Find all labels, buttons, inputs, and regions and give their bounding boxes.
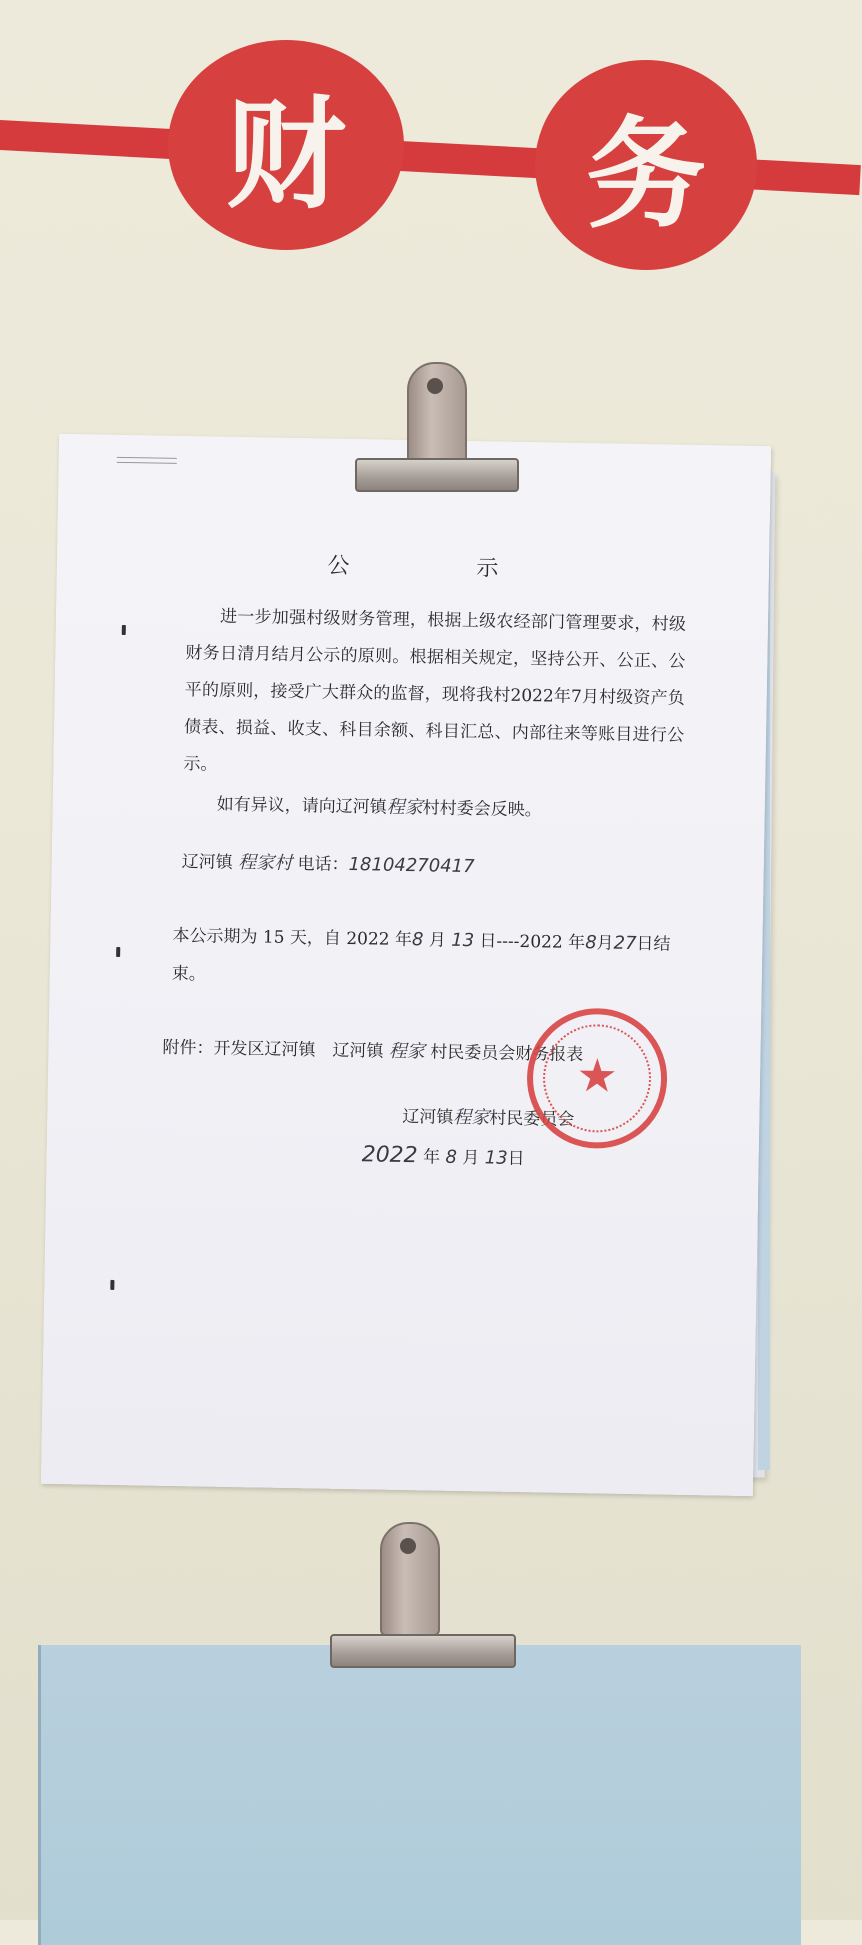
handwritten-phone: 18104270417: [348, 853, 475, 878]
handwritten-village: 程家: [388, 1040, 426, 1063]
handwritten-village: 程家村: [237, 852, 293, 874]
period-line-end: 束。: [171, 963, 206, 985]
clip-hole: [427, 378, 443, 394]
handwritten-day: 13: [484, 1147, 508, 1169]
period-text: 日结: [636, 934, 671, 955]
phone-label: 电话：: [297, 854, 349, 875]
clip-jaw: [355, 458, 519, 492]
period-text: 月: [428, 930, 446, 951]
contact-line: [182, 847, 475, 878]
clip-hole: [400, 1538, 416, 1554]
seal-star-icon: ★: [576, 1047, 619, 1103]
period-text: 日----2022 年: [479, 931, 586, 954]
signature-date: [361, 1141, 524, 1170]
period-line: [172, 921, 670, 955]
handwritten-month: 8: [584, 932, 597, 954]
clip-jaw: [330, 1634, 516, 1668]
banner-circle-finance: [168, 40, 404, 250]
period-text: 本公示期为 15 天，自 2022 年: [172, 925, 413, 951]
objection-line: [217, 790, 542, 822]
binding-hole-mark: [122, 625, 126, 635]
binding-hole-mark: [116, 947, 120, 957]
objection-text: 如有异议，请向辽河镇: [216, 794, 387, 818]
date-label: 年: [422, 1147, 441, 1168]
banner-char: 务: [586, 106, 706, 245]
handwritten-village: 程家: [386, 796, 423, 819]
signature-town: 辽河镇: [402, 1106, 454, 1128]
handwritten-day: 27: [613, 932, 637, 955]
objection-text-end: 村村委会反映。: [422, 798, 542, 821]
blue-display-board: [38, 1645, 801, 1945]
banner-circle-affairs: [535, 60, 757, 270]
signature-committee: 村民委员会: [489, 1108, 575, 1130]
date-label: 日: [507, 1148, 525, 1170]
period-text: 月: [596, 933, 614, 954]
handwritten-village: 程家: [453, 1106, 490, 1129]
paper-tear-mark: [117, 457, 177, 464]
contact-town: 辽河镇: [181, 852, 233, 873]
banner-char: 财: [226, 86, 346, 225]
notice-title: 公 示: [327, 553, 559, 583]
attachment-text-end: 村民委员会财务报表: [430, 1042, 584, 1066]
clip-lever: [380, 1522, 440, 1636]
notice-sheet: [41, 434, 771, 1496]
attachment-text: 附件：开发区辽河镇 辽河镇: [162, 1037, 384, 1062]
handwritten-month: 8: [411, 929, 424, 951]
attachment-line: [162, 1033, 583, 1066]
binding-hole-mark: [110, 1280, 114, 1290]
handwritten-day: 13: [451, 929, 475, 952]
official-red-seal: [526, 1007, 668, 1149]
date-label: 月: [462, 1148, 480, 1169]
handwritten-month: 8: [445, 1146, 458, 1168]
notice-paragraph: 进一步加强村级财务管理，根据上级农经部门管理要求，村级财务日清月结月公示的原则。根据相关规定，坚持公开、公正、公平的原则，接受广大群众的监督，现将我村2022年7月村级资产负债表、损益、收支、科目余额、科目汇总、内部往来等账目进行公示。: [183, 606, 687, 775]
handwritten-year: 2022: [361, 1142, 418, 1169]
